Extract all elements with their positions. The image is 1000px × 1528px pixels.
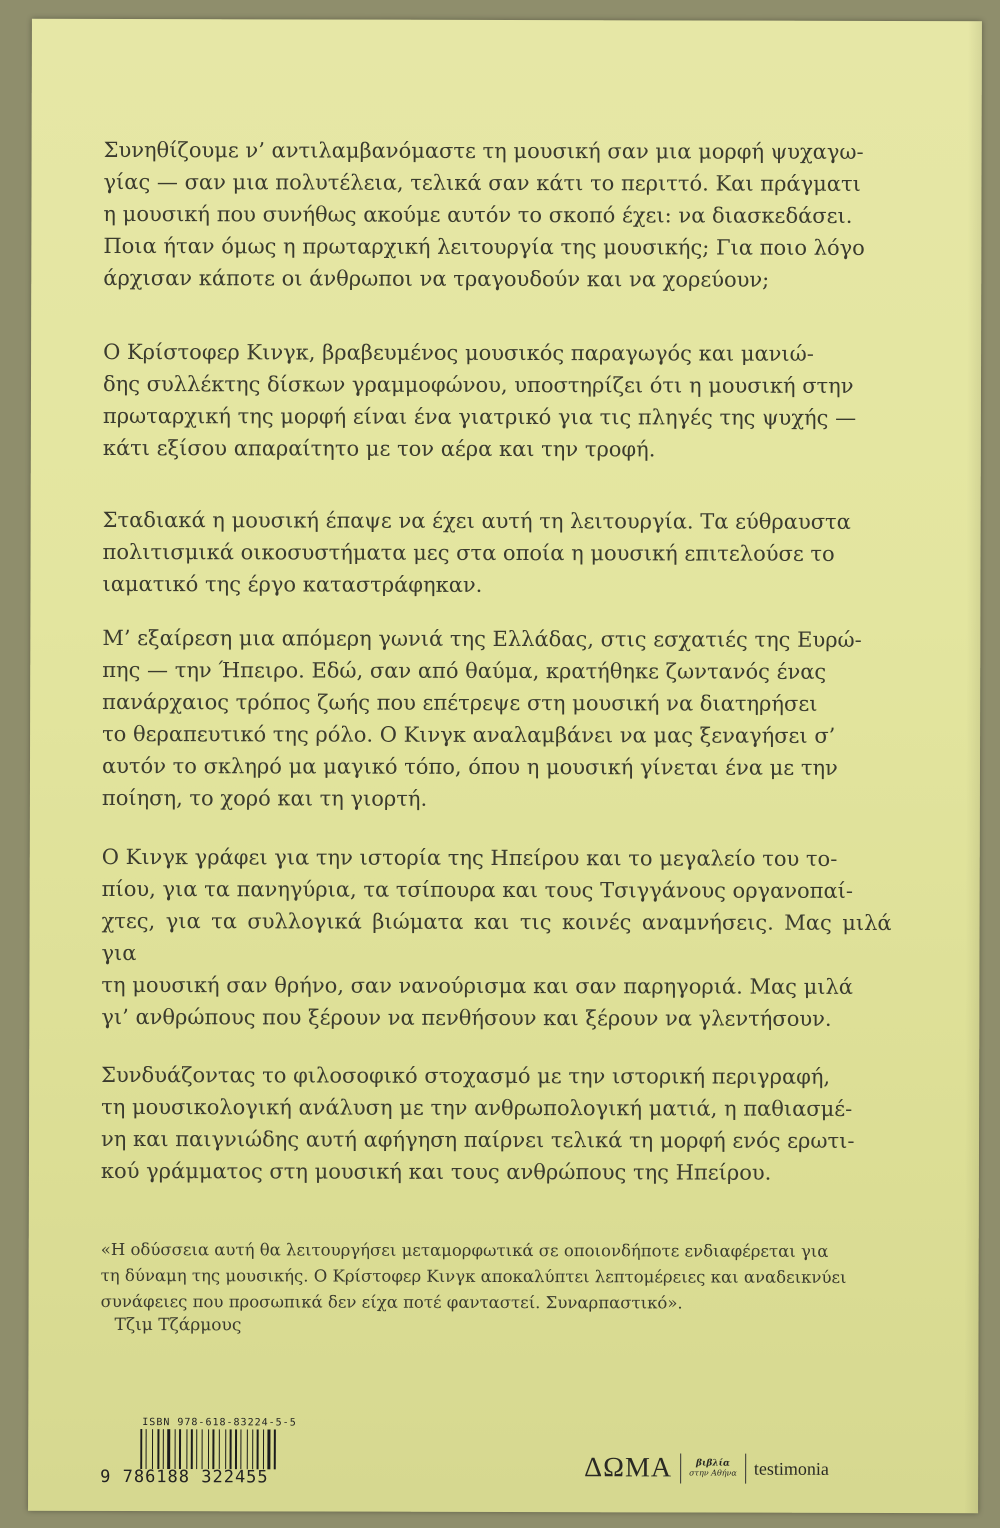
- blurb-paragraph-3: Σταδιακά η μουσική έπαψε να έχει αυτή τη λειτουργία. Τα εύθραυστα πολιτισμικά οικοσυστήματα μες στα οποία η μουσική επιτελούσε το ιαματικό της έργο καταστράφηκαν.: [102, 507, 851, 597]
- barcode-bar: [247, 1429, 248, 1469]
- series-line-1: βιβλία: [696, 1458, 730, 1469]
- blurb-paragraph-4: Μ’ εξαίρεση μια απόμερη γωνιά της Ελλάδας, στις εσχατιές της Ευρώ- πης — την Ήπειρο. Εδώ, σαν από θαύμα, κρατήθηκε ζωντανός ένας πανάρχαιος τρόπος ζωής που επέτρεψε στη μουσική να διατηρήσει το θεραπευτικό της ρόλο. Ο Κινγκ αναλαμβάνει να μας ξεναγήσει σ’ αυτόν το σκληρό μα μαγικό τόπο, όπου η μουσική γίνεται ένα με την ποίηση, το χορό και τη γιορτή.: [101, 625, 862, 811]
- barcode-bar: [267, 1429, 270, 1469]
- barcode-bar: [167, 1429, 170, 1469]
- isbn-label: ISBN 978-618-83224-5-5: [142, 1417, 297, 1429]
- barcode-bar: [146, 1429, 147, 1469]
- blurb-paragraph-2: Ο Κρίστοφερ Κινγκ, βραβευμένος μουσικός παραγωγός και μανιώ- δης συλλέκτης δίσκων γραμμοφώνου, υποστηρίζει ότι η μουσική στην πρωταρχική της μορφή είναι ένα γιατρικό για τις πληγές της ψυχής — κάτι εξίσου απαραίτητο με τον αέρα και την τροφή.: [102, 339, 857, 462]
- imprint-name: testimonia: [753, 1458, 829, 1479]
- barcode-bar: [240, 1429, 241, 1469]
- barcode-bar: [257, 1429, 259, 1469]
- barcode-bar: [235, 1429, 237, 1469]
- barcode-bar: [191, 1429, 193, 1469]
- barcode-bar: [230, 1429, 232, 1469]
- barcode-digits: 9 786188 322455: [100, 1466, 269, 1488]
- barcode-bars-icon: [140, 1429, 340, 1470]
- barcode-bar: [163, 1429, 164, 1469]
- blurb-paragraph-1: Συνηθίζουμε ν’ αντιλαμβανόμαστε τη μουσική σαν μια μορφή ψυχαγω- γίας — σαν μια πολυτέλεια, τελικά σαν κάτι το περιττό. Και πράγματι η μουσική που συνήθως ακούμε αυτόν το σκοπό έχει: να διασκεδάσει. Ποια ήταν όμως η πρωταρχική λειτουργία της μουσικής; Για ποιο λόγο άρχισαν κάποτε οι άνθρωποι να τραγουδούν και να χορεύουν;: [103, 137, 865, 292]
- publisher-logo: [584, 1448, 829, 1489]
- series-logo: [689, 1459, 737, 1477]
- blurb-paragraph-6: Συνδυάζοντας το φιλοσοφικό στοχασμό με την ιστορική περιγραφή, τη μουσικολογική ανάλυση με την ανθρωπολογική ματιά, η παθιασμέ- νη και παιγνιώδης αυτή αφήγηση παίρνει τελικά τη μορφή ενός ερωτι- κού γράμματος στη μουσική και τους ανθρώπους της Ηπείρου.: [100, 1062, 855, 1185]
- barcode-bar: [157, 1429, 159, 1469]
- barcode-bar: [263, 1429, 264, 1469]
- barcode-bar: [186, 1429, 187, 1469]
- book-back-cover: [28, 19, 982, 1513]
- barcode-bar: [175, 1429, 176, 1469]
- publisher-divider: [680, 1453, 681, 1483]
- barcode-bar: [208, 1429, 209, 1469]
- barcode-bar: [179, 1429, 181, 1469]
- barcode-bar: [202, 1429, 203, 1469]
- barcode-bar: [140, 1429, 142, 1469]
- barcode-bar: [152, 1429, 153, 1469]
- barcode-bar: [225, 1429, 226, 1469]
- publisher-name: ΔΩΜΑ: [584, 1452, 673, 1484]
- review-quote: «Η οδύσσεια αυτή θα λειτουργήσει μεταμορφωτικά σε οποιονδήποτε ενδιαφέρεται για τη δύναμη της μουσικής. Ο Κρίστοφερ Κινγκ αποκαλύπτει λεπτομέρειες και αναδεικνύει συνάφειες που προσωπικά δεν είχα ποτέ φανταστεί. Συναρπαστικό».: [100, 1239, 847, 1313]
- barcode-bar: [252, 1429, 253, 1469]
- blurb-paragraph-5: Ο Κινγκ γράφει για την ιστορία της Ηπείρου και το μεγαλείο του το- πίου, για τα πανηγύρια, τα τσίπουρα και τους Τσιγγάνους οργανοπαί- χτες, για τα συλλογικά βιώματα και τις κοινές αναμνήσεις. Μας μιλά για τη μουσική σαν θρήνο, σαν νανούρισμα και σαν παρηγοριά. Μας μιλά γι’ ανθρώπους που ξέρουν να πενθήσουν και ξέρουν να γλεντήσουν.: [101, 844, 892, 1031]
- barcode-bar: [274, 1429, 276, 1469]
- barcode-bar: [196, 1429, 197, 1469]
- series-line-2: στην Αθήνα: [689, 1468, 737, 1478]
- quote-author: Τζιμ Τζάρμους: [114, 1314, 242, 1336]
- barcode-bar: [212, 1429, 214, 1469]
- imprint-divider: [745, 1454, 746, 1484]
- isbn-barcode: [100, 1417, 350, 1500]
- barcode-bar: [219, 1429, 220, 1469]
